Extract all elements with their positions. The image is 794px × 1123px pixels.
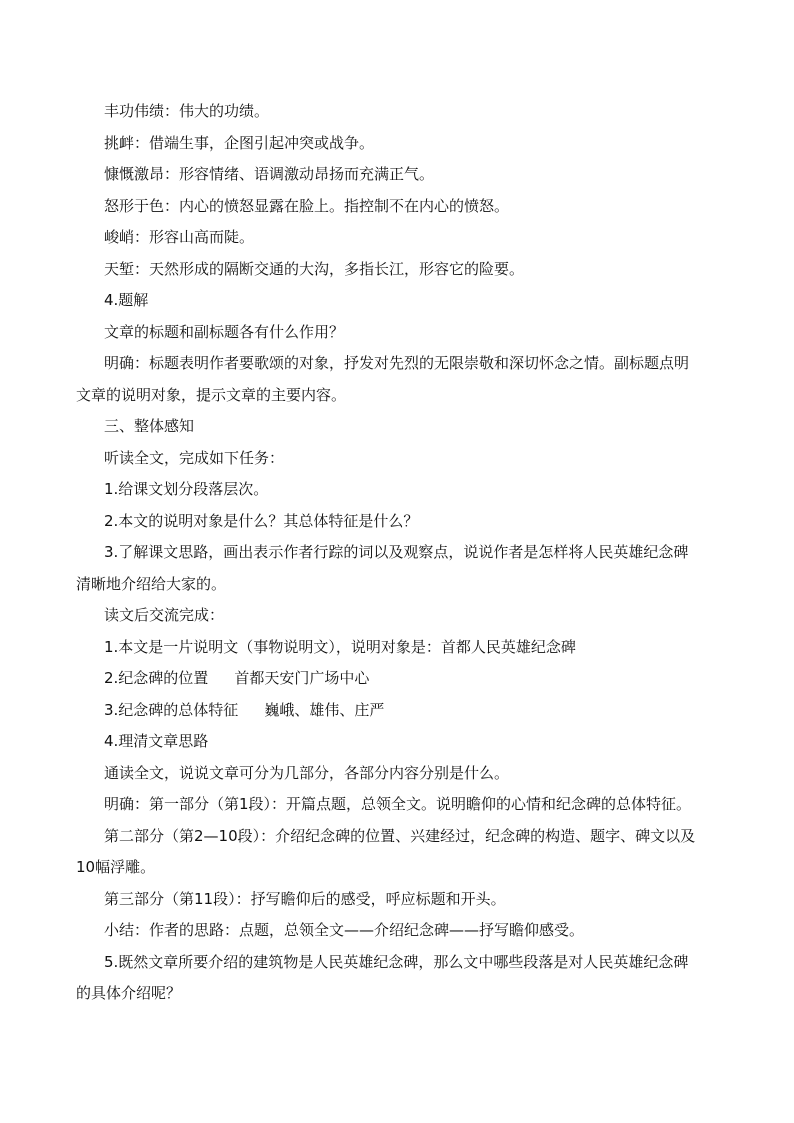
vocab-tianqian: 天堑：天然形成的隔断交通的大沟，多指长江，形容它的险要。 [104,259,525,278]
structure-summary: 小结：作者的思路：点题，总领全文——介绍纪念碑——抒写瞻仰感受。 [104,921,585,939]
document-body [76,96,726,1010]
answer-title-function-line2: 文章的说明对象，提示文章的主要内容。 [76,385,347,404]
question-5-line2: 的具体介绍呢？ [76,984,182,1002]
task-3-line1: 3.了解课文思路，画出表示作者行踪的词以及观察点，说说作者是怎样将人民英雄纪念碑 [104,543,689,561]
structure-part-2-line2: 10幅浮雕。 [76,858,156,876]
section-heading-tijie: 4.题解 [104,291,149,309]
vocab-kangkaijiang: 慷慨激昂：形容情绪、语调激动昂扬而充满正气。 [104,165,435,183]
answer-4-heading: 4.理清文章思路 [104,732,209,750]
structure-question: 通读全文，说说文章可分为几部分，各部分内容分别是什么。 [104,763,510,782]
answer-3-value: 巍峨、雄伟、庄严 [264,700,385,719]
vocab-junqiao: 峻峭：形容山高而陡。 [104,228,255,246]
answer-2 [76,663,726,695]
structure-part-1: 明确：第一部分（第1段）：开篇点题，总领全文。说明瞻仰的心情和纪念碑的总体特征。 [104,795,692,813]
vocab-nuxingyuse: 怒形于色：内心的愤怒显露在脸上。指控制不在内心的愤怒。 [104,196,510,215]
answer-3 [76,695,726,727]
answer-3-label: 3.纪念碑的总体特征 [104,700,239,719]
vocab-fenggongweiji: 丰功伟绩：伟大的功绩。 [104,102,270,120]
structure-part-3: 第三部分（第11段）：抒写瞻仰后的感受，呼应标题和开头。 [104,889,506,908]
section-heading-overall: 三、整体感知 [104,417,195,435]
task-1: 1.给课文划分段落层次。 [104,480,269,498]
discussion-intro: 读文后交流完成： [104,606,225,624]
task-2: 2.本文的说明对象是什么？其总体特征是什么？ [104,511,419,530]
answer-2-label: 2.纪念碑的位置 [104,669,209,687]
task-3-line2: 清晰地介绍给大家的。 [76,574,227,593]
vocab-tiaoxin: 挑衅：借端生事，企图引起冲突或战争。 [104,133,375,152]
listening-task-intro: 听读全文，完成如下任务： [104,448,285,467]
answer-2-value: 首都天安门广场中心 [234,669,370,687]
question-5-line1: 5.既然文章所要介绍的建筑物是人民英雄纪念碑，那么文中哪些段落是对人民英雄纪念碑 [104,952,689,971]
answer-1: 1.本文是一片说明文（事物说明文），说明对象是：首都人民英雄纪念碑 [104,637,576,656]
answer-title-function-line1: 明确：标题表明作者要歌颂的对象，抒发对先烈的无限崇敬和深切怀念之情。副标题点明 [104,354,690,372]
question-title-function: 文章的标题和副标题各有什么作用？ [104,322,345,341]
structure-part-2-line1: 第二部分（第2—10段）：介绍纪念碑的位置、兴建经过，纪念碑的构造、题字、碑文以及 [104,826,696,845]
